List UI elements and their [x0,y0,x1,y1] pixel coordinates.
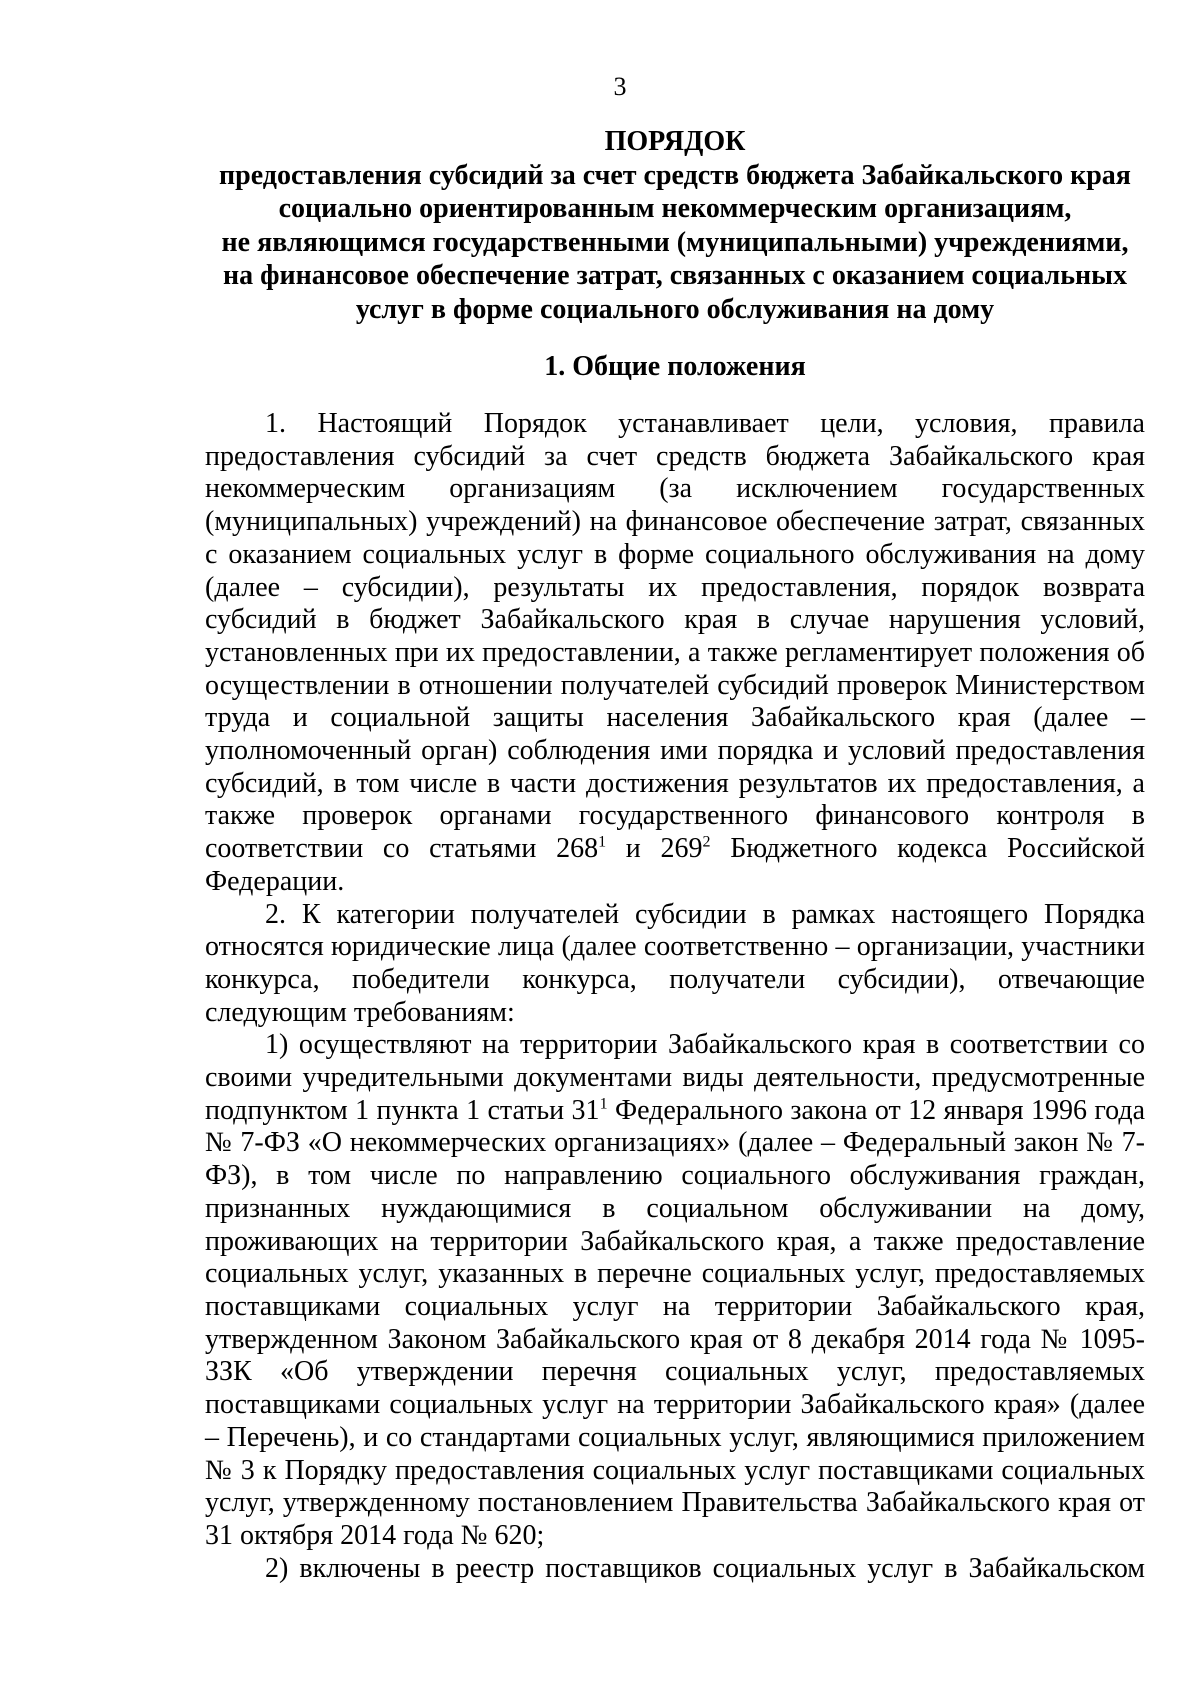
title-heading: ПОРЯДОК [604,126,746,157]
paragraph-2: 2. К категории получателей субсидии в рамках настоящего Порядка относятся юридические лица (далее соответственно – организации, участники конкурса, победители конкурса, получатели субсидии), отвечающие следующим требованиям: [205,898,1145,1028]
paragraph-3-text: Федерального закона от 12 января 1996 года № 7-ФЗ «О некоммерческих организациях» (далее – Федеральный закон № 7-ФЗ), в том числе по направлению социального обслуживания граждан, признанных нуждающимися в социальном обслуживании на дому, проживающих на территории Забайкальского края, а также предоставление социальных услуг, указанных в перечне социальных услуг, предоставляемых поставщиками социальных услуг на территории Забайкальского края, утвержденном Законом Забайкальского края от 8 декабря 2014 года № 1095-ЗЗК «Об утверждении перечня социальных услуг, предоставляемых поставщиками социальных услуг на территории Забайкальского края» (далее – Перечень), и со стандартами социальных услуг, являющимися приложением № 3 к Порядку предоставления социальных услуг поставщиками социальных услуг, утвержденному постановлением Правительства Забайкальского края от 31 октября 2014 года № 620; [205,1094,1145,1551]
paragraph-1-text: и 269 [606,833,703,865]
title-line: предоставления субсидий за счет средств бюджета Забайкальского края [219,159,1131,191]
page-number: 3 [613,72,627,101]
section-heading: 1. Общие положения [544,351,806,382]
superscript: 2 [702,833,711,851]
paragraph-1-text: 1. Настоящий Порядок устанавливает цели, условия, правила предоставления субсидий за счет средств бюджета Забайкальского края некоммерческим организациям (за исключением государственных (муниципальных) учреждений) на финансовое обеспечение затрат, связанных с оказанием социальных услуг в форме социального обслуживания на дому (далее – субсидии), результаты их предоставления, порядок возврата субсидий в бюджет Забайкальского края в случае нарушения условий, установленных при их предоставлении, а также регламентирует положения об осуществлении в отношении получателей субсидий проверок Министерством труда и социальной защиты населения Забайкальского края (далее – уполномоченный орган) соблюдения ими порядка и условий предоставления субсидий, в том числе в части достижения результатов их предоставления, а также проверок органами государственного финансового контроля в соответствии со статьями 268 [205,408,1145,865]
superscript: 1 [599,1095,608,1113]
superscript: 1 [598,833,607,851]
title-line: не являющимся государственными (муниципальными) учреждениями, [221,226,1129,258]
body-text [205,408,1145,1585]
paragraph-3 [205,1029,1145,1552]
title-line: услуг в форме социального обслуживания на дому [355,293,995,325]
title-line: социально ориентированным некоммерческим организациям, [278,193,1072,224]
paragraph-3-text: 1) осуществляют на территории Забайкальского края в соответствии со своими учредительными документами виды деятельности, предусмотренные подпунктом 1 пункта 1 статьи 31 [205,1029,1145,1126]
title-line: на финансовое обеспечение затрат, связанных с оказанием социальных [222,260,1128,291]
paragraph-4: 2) включены в реестр поставщиков социальных услуг в Забайкальском [265,1552,1145,1584]
paragraph-1 [205,408,1145,899]
document-title [205,125,1145,326]
paragraph-1-text: Бюджетного кодекса Российской Федерации. [205,833,1146,897]
